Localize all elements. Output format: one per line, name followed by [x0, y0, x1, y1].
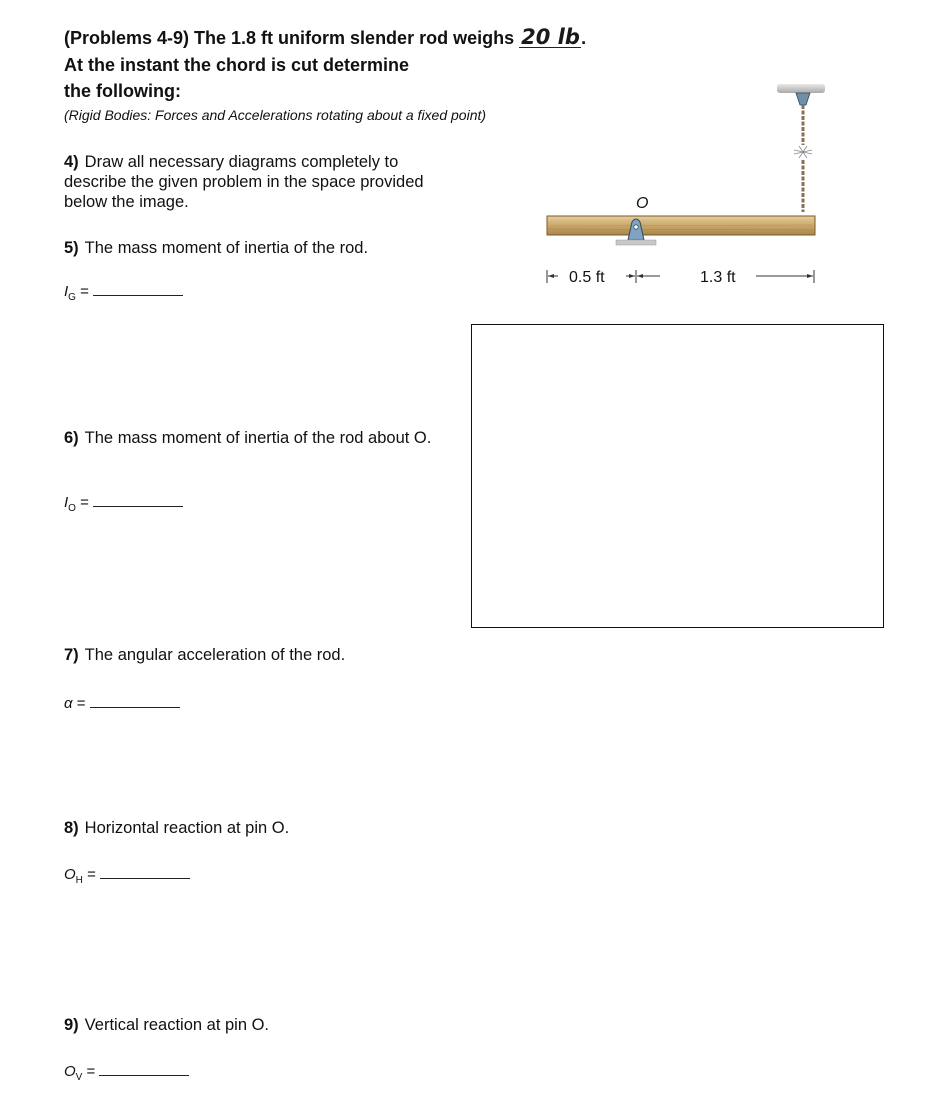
cut-mark-icon	[794, 146, 812, 158]
answer-symbol: O	[64, 866, 76, 883]
header-text: (Problems 4-9) The 1.8 ft uniform slender rod weighs	[64, 28, 515, 48]
question-text: The angular acceleration of the rod.	[84, 646, 346, 664]
question-7	[64, 645, 464, 665]
handwritten-weight: 20 lb	[521, 25, 580, 49]
answer-equals: =	[80, 283, 89, 300]
answer-blank[interactable]	[93, 283, 183, 296]
question-text: Horizontal reaction at pin O.	[84, 819, 290, 837]
question-text: Vertical reaction at pin O.	[84, 1016, 270, 1034]
question-number: 4)	[64, 153, 79, 171]
dim-right-label: 1.3 ft	[700, 269, 736, 286]
answer-blank[interactable]	[100, 866, 190, 879]
question-text: Draw all necessary diagrams completely to describe the given problem in the space provided below the image.	[64, 153, 424, 211]
question-number: 6)	[64, 429, 79, 447]
question-5	[64, 238, 464, 258]
problem-header-line1	[64, 26, 586, 51]
ground-support	[616, 240, 656, 245]
dim-left-label: 0.5 ft	[569, 269, 605, 286]
answer-blank[interactable]	[90, 695, 180, 708]
answer-symbol: I	[64, 494, 69, 511]
answer-equals: =	[86, 1063, 96, 1080]
question-number: 7)	[64, 646, 79, 664]
answer-io	[64, 494, 183, 514]
question-6	[64, 428, 464, 448]
question-number: 8)	[64, 819, 79, 837]
diagram-answer-box[interactable]	[471, 324, 884, 628]
ceiling-support	[777, 84, 825, 93]
answer-subscript: G	[68, 292, 76, 303]
answer-symbol: I	[64, 283, 69, 300]
rod-figure	[540, 80, 840, 295]
pin-label: O	[636, 195, 649, 212]
answer-subscript: V	[75, 1072, 83, 1083]
question-4	[64, 152, 464, 212]
answer-equals: =	[87, 866, 96, 883]
problem-subtitle: (Rigid Bodies: Forces and Accelerations rotating about a fixed point)	[64, 107, 487, 123]
answer-alpha	[64, 695, 180, 712]
answer-subscript: H	[75, 875, 83, 886]
answer-blank[interactable]	[93, 494, 183, 507]
answer-subscript: O	[68, 503, 76, 514]
answer-ig	[64, 283, 183, 303]
answer-equals: =	[80, 494, 89, 511]
question-number: 9)	[64, 1016, 79, 1034]
question-9	[64, 1015, 464, 1035]
pin-icon	[634, 225, 638, 229]
answer-blank[interactable]	[99, 1063, 189, 1076]
answer-oh	[64, 866, 190, 886]
answer-ov	[64, 1063, 189, 1083]
answer-symbol: α	[64, 695, 73, 712]
question-number: 5)	[64, 239, 79, 257]
question-text: The mass moment of inertia of the rod.	[84, 239, 369, 257]
question-text: The mass moment of inertia of the rod about O.	[84, 429, 432, 447]
answer-equals: =	[76, 695, 86, 712]
answer-symbol: O	[64, 1063, 76, 1080]
question-8	[64, 818, 464, 838]
ceiling-bracket	[796, 93, 810, 105]
problem-header-line2: At the instant the chord is cut determine	[64, 55, 410, 75]
header-period: .	[581, 28, 587, 48]
problem-header-line3: the following:	[64, 81, 181, 101]
